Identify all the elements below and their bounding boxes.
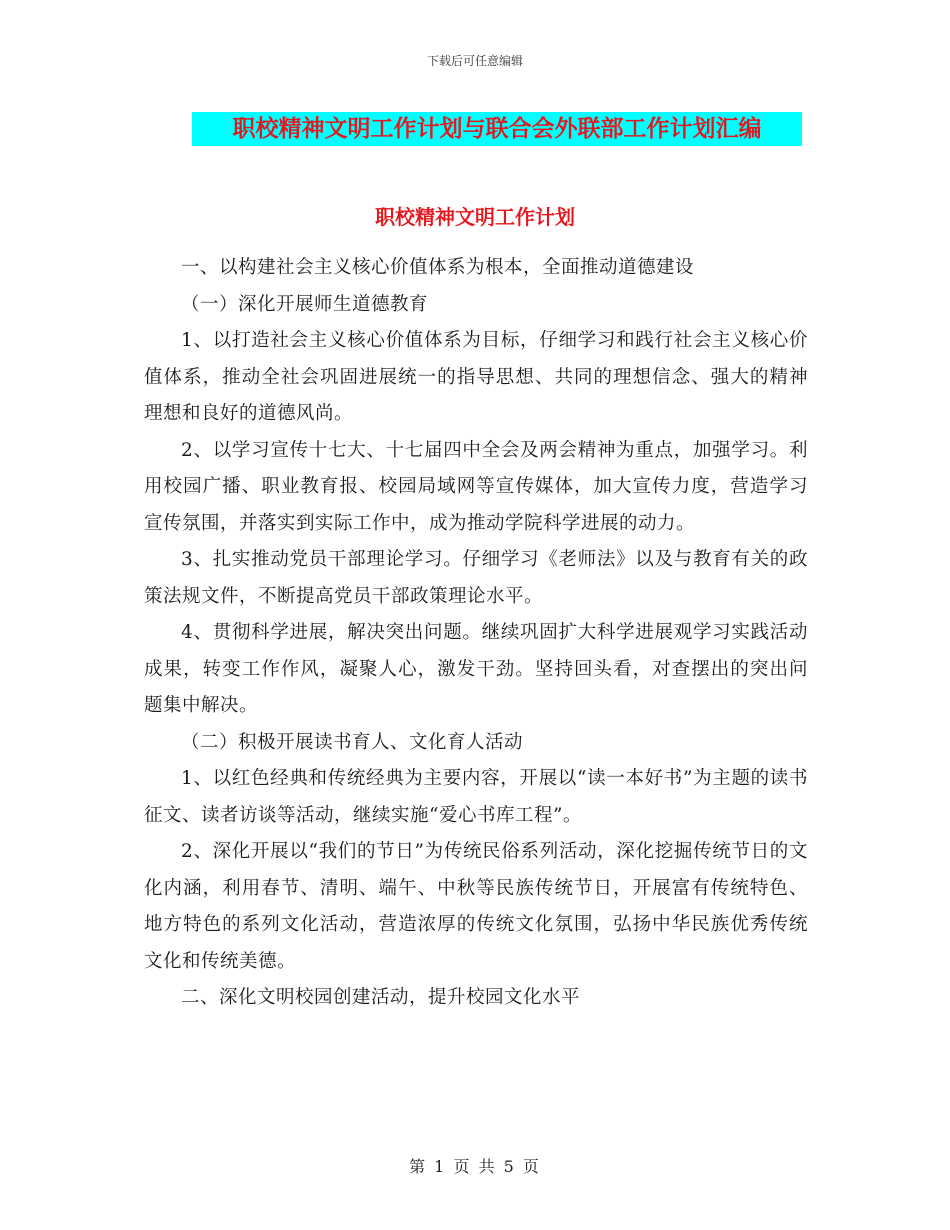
body-paragraph: 3、扎实推动党员干部理论学习。仔细学习《老师法》以及与教育有关的政策法规文件，不断提高党员干部政策理论水平。 (144, 549, 808, 607)
heading-level-2: （一）深化开展师生道德教育 (181, 293, 429, 315)
body-paragraph: 2、深化开展以“我们的节日”为传统民俗系列活动，深化挖掘传统节日的文化内涵，利用春节、清明、端午、中秋等民族传统节日，开展富有传统特色、地方特色的系列文化活动，营造浓厚的传统文化氛围，弘扬中华民族优秀传统文化和传统美德。 (144, 841, 808, 972)
body-paragraph: 1、以红色经典和传统经典为主要内容，开展以“读一本好书”为主题的读书征文、读者访谈等活动，继续实施“爱心书库工程”。 (144, 768, 808, 826)
heading-level-1: 一、以构建社会主义核心价值体系为根本，全面推动道德建设 (181, 257, 695, 278)
body-paragraph: 4、贯彻科学进展，解决突出问题。继续巩固扩大科学进展观学习实践活动成果，转变工作作风，凝聚人心，激发干劲。坚持回头看，对查摆出的突出问题集中解决。 (144, 622, 808, 716)
document-main-title: 职校精神文明工作计划与联合会外联部工作计划汇编 (192, 112, 802, 146)
heading-level-1: 二、深化文明校园创建活动，提升校园文化水平 (181, 987, 581, 1008)
header-note: 下载后可任意编辑 (426, 54, 523, 68)
document-body (144, 250, 808, 1017)
section-title: 职校精神文明工作计划 (375, 205, 575, 229)
heading-level-2: （二）积极开展读书育人、文化育人活动 (181, 731, 524, 753)
body-paragraph: 2、以学习宣传十七大、十七届四中全会及两会精神为重点，加强学习。利用校园广播、职业教育报、校园局域网等宣传媒体，加大宣传力度，营造学习宣传氛围，并落实到实际工作中，成为推动学院科学进展的动力。 (144, 439, 808, 534)
page-footer: 第 1 页 共 5 页 (409, 1157, 541, 1176)
body-paragraph: 1、以打造社会主义核心价值体系为目标，仔细学习和践行社会主义核心价值体系，推动全社会巩固进展统一的指导思想、共同的理想信念、强大的精神理想和良好的道德风尚。 (144, 330, 808, 424)
